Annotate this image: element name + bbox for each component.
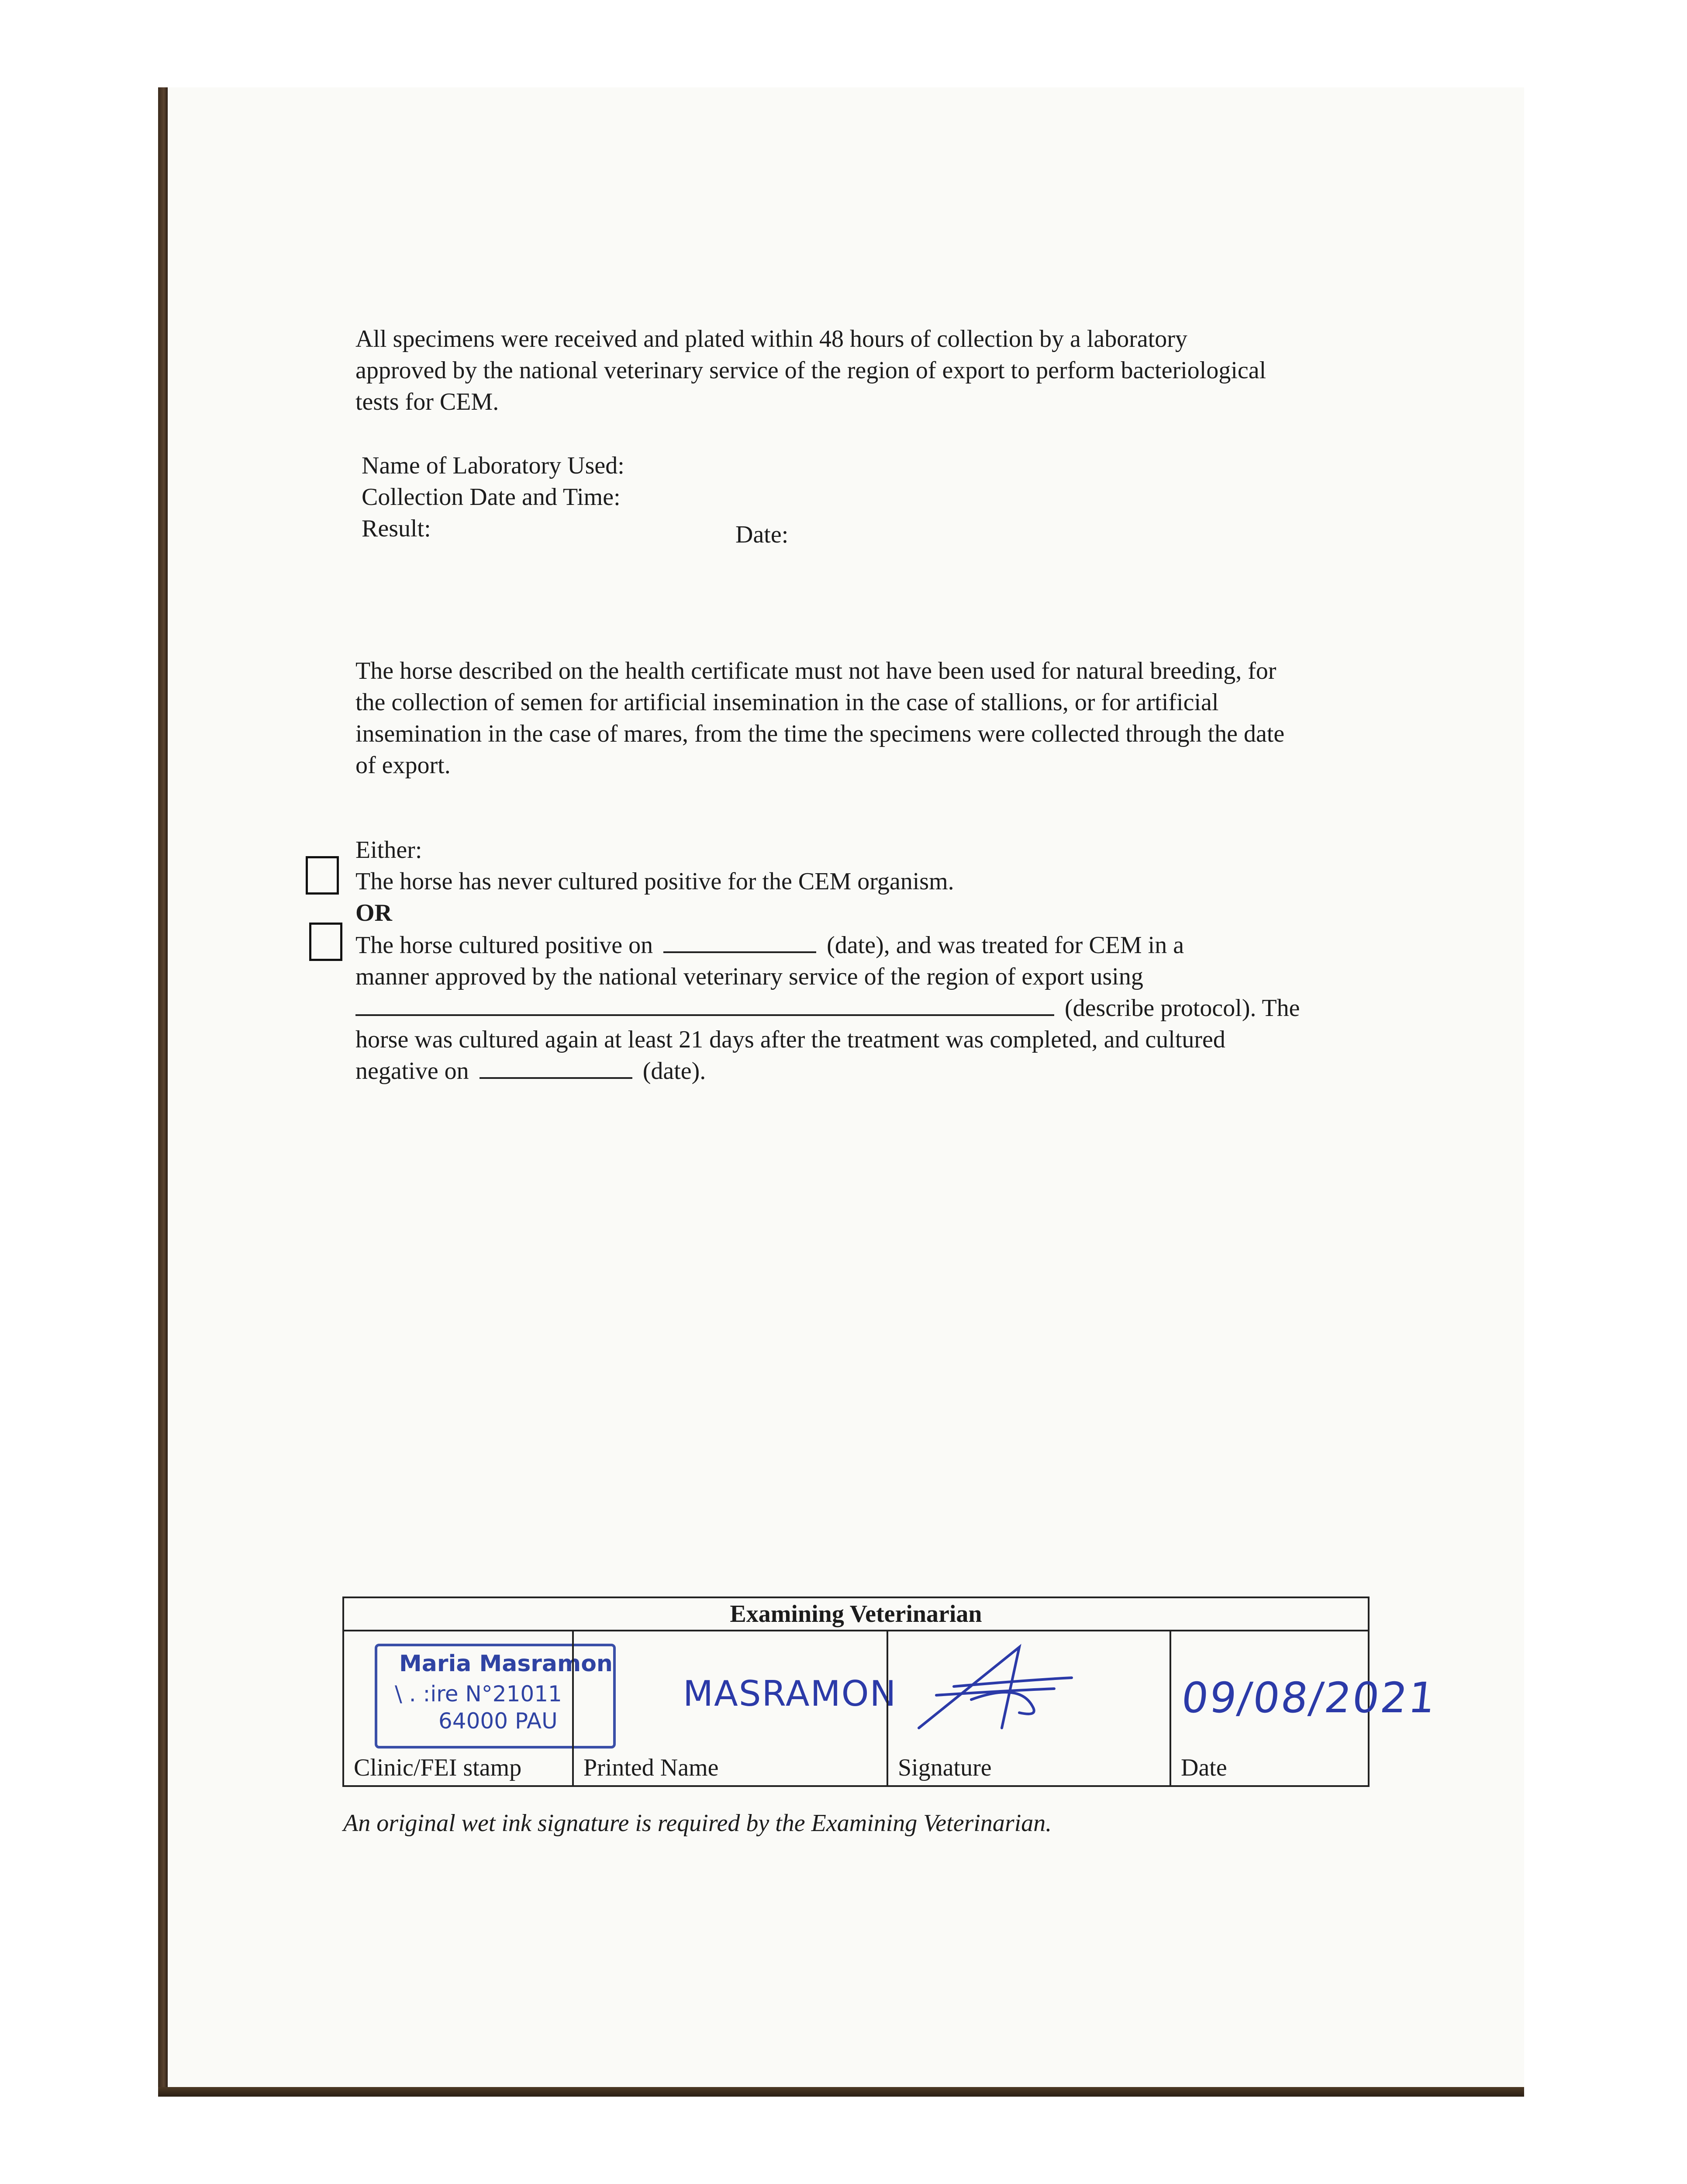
signature-label: Signature (898, 1754, 992, 1781)
breeding-line: insemination in the case of mares, from the time the specimens were collected through the date (355, 720, 1285, 747)
printed-name-value: MASRAMON (683, 1673, 897, 1714)
signature-footnote: An original wet ink signature is required by the Examining Veterinarian. (343, 1810, 1052, 1837)
signature-cell (887, 1630, 1170, 1787)
specimens-line: All specimens were received and plated within 48 hours of collection by a laboratory (355, 325, 1187, 352)
specimens-line: tests for CEM. (355, 388, 499, 415)
protocol-label: (describe protocol). The (1065, 995, 1300, 1022)
cultured-positive-checkbox[interactable] (309, 923, 342, 961)
protocol-line (355, 992, 1300, 1024)
specimens-paragraph (355, 323, 1266, 418)
desk-edge-left (158, 87, 168, 2097)
lab-name-label: Name of Laboratory Used: (362, 452, 624, 479)
positive-start-text: The horse cultured positive on (355, 932, 653, 959)
date-value: 09/08/2021 (1179, 1673, 1439, 1722)
result-label: Result: (362, 515, 431, 542)
document-page (168, 87, 1524, 2087)
breeding-line: the collection of semen for artificial insemination in the case of stallions, or for artificial (355, 689, 1219, 716)
breeding-paragraph (355, 655, 1284, 781)
stamp-cell (344, 1630, 613, 1787)
stamp-line-1: Maria Masramon (399, 1651, 613, 1677)
handwritten-signature (888, 1630, 1171, 1761)
stamp-line-2: \ . :ire N°21011 (395, 1681, 562, 1707)
vet-table-header: Examining Veterinarian (344, 1598, 1368, 1631)
desk-edge-bottom (158, 2087, 1524, 2097)
positive-date-blank[interactable] (663, 931, 816, 953)
stamp-line-3: 64000 PAU (438, 1708, 558, 1734)
negative-date-paren: (date). (642, 1057, 706, 1085)
examining-veterinarian-table (342, 1597, 1439, 1787)
collection-label: Collection Date and Time: (362, 484, 621, 511)
lab-date-label: Date: (735, 521, 789, 548)
printed-name-label: Printed Name (583, 1754, 719, 1781)
positive-mid-text: (date), and was treated for CEM in a (827, 932, 1184, 959)
never-positive-checkbox[interactable] (306, 856, 339, 895)
either-label: Either: (355, 836, 422, 864)
breeding-line: of export. (355, 752, 451, 779)
or-label: OR (355, 899, 392, 926)
specimens-line: approved by the national veterinary service of the region of export to perform bacteriological (355, 357, 1266, 384)
never-positive-text: The horse has never cultured positive for the CEM organism. (355, 868, 954, 895)
negative-on-text: negative on (355, 1057, 469, 1085)
negative-date-blank[interactable] (480, 1057, 632, 1079)
printed-name-cell (572, 1630, 897, 1787)
breeding-line: The horse described on the health certificate must not have been used for natural breeding, for (355, 657, 1276, 684)
manner-line: manner approved by the national veterinary service of the region of export using (355, 963, 1143, 990)
date-label: Date (1181, 1754, 1227, 1781)
recultured-line: horse was cultured again at least 21 days after the treatment was completed, and cultured (355, 1026, 1225, 1053)
negative-line (355, 1055, 706, 1087)
stamp-label: Clinic/FEI stamp (354, 1754, 522, 1781)
cultured-positive-line (355, 930, 1184, 961)
date-cell (1170, 1630, 1439, 1787)
protocol-blank[interactable] (355, 994, 1054, 1016)
